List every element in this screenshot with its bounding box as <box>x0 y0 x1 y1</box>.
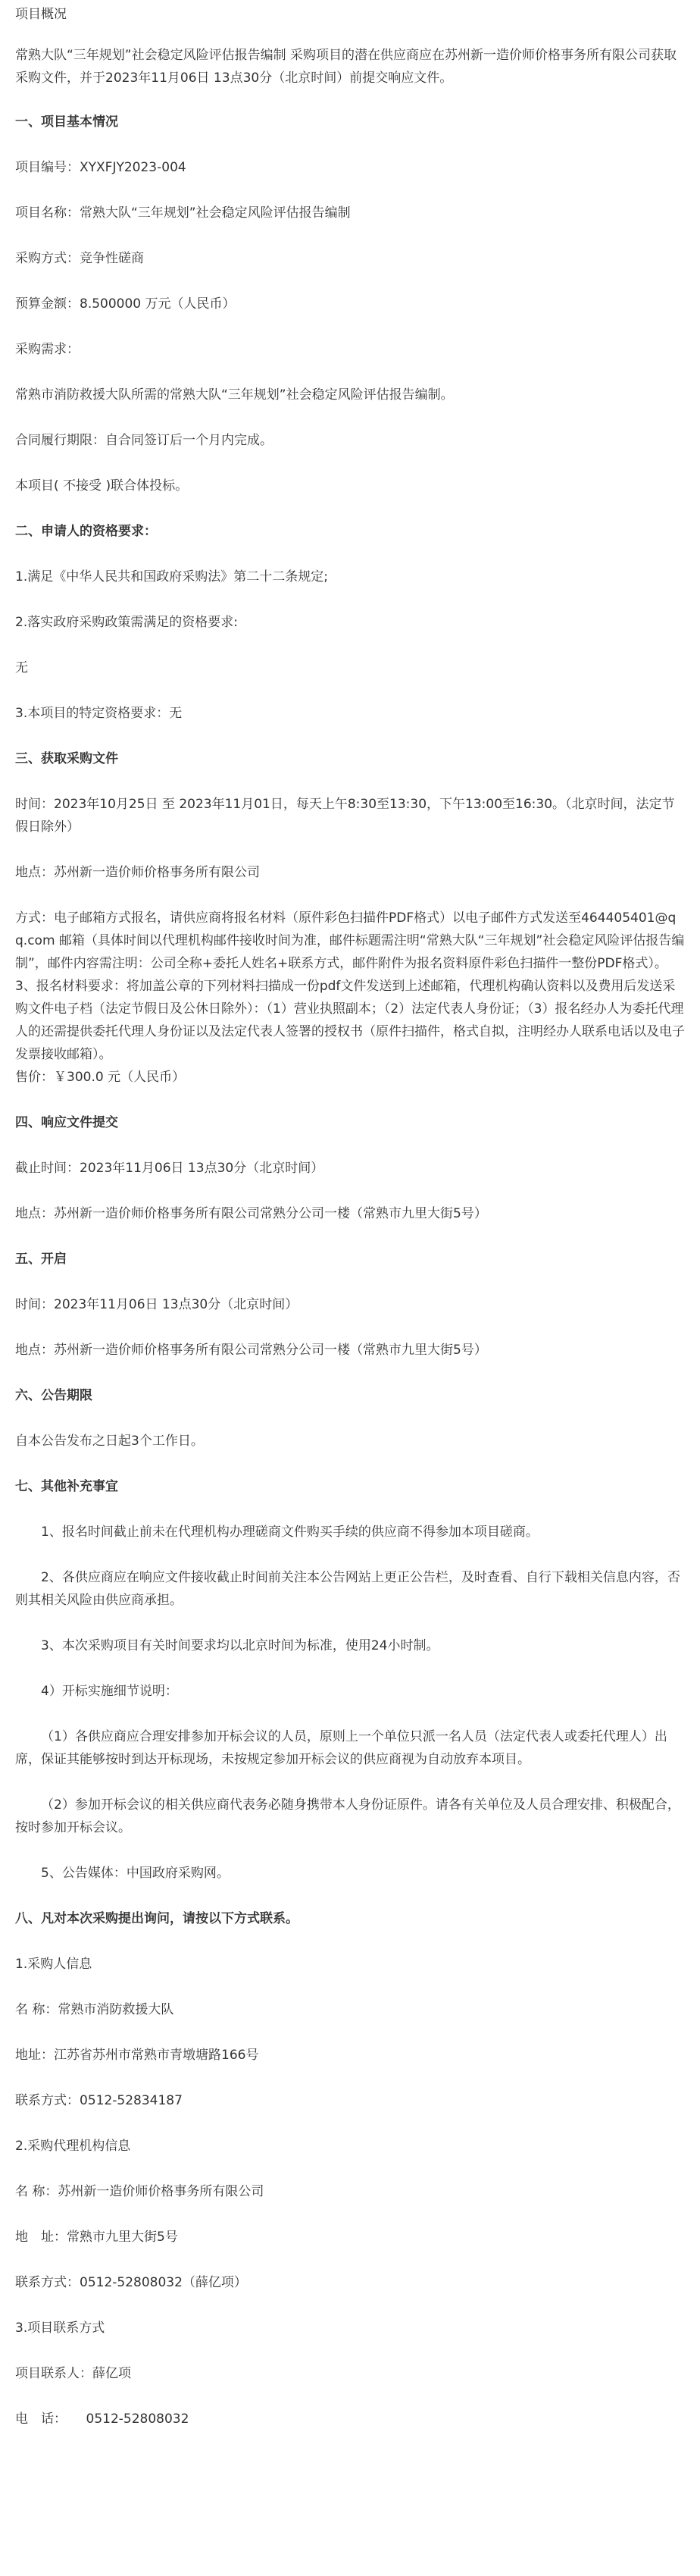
requirement-2-value: 无 <box>15 660 28 675</box>
submit-deadline: 截止时间：2023年11月06日 13点30分（北京时间） <box>15 1161 324 1176</box>
buyer-heading: 1.采购人信息 <box>15 1957 92 1972</box>
opening-place: 地点：苏州新一造价师价格事务所有限公司常熟分公司一楼（常熟市九里大街5号） <box>15 1343 487 1358</box>
agency-heading: 2.采购代理机构信息 <box>15 2139 131 2154</box>
overview-title: 项目概况 <box>15 7 67 22</box>
section-6-title: 六、公告期限 <box>15 1388 92 1403</box>
buyer-address: 地址：江苏省苏州市常熟市青墩塘路166号 <box>15 2048 259 2063</box>
supplement-item-4-2: （2）参加开标会议的相关供应商代表务必随身携带本人身份证原件。请各有关单位及人员合理安排、积极配合，按时参加开标会议。 <box>15 1797 680 1835</box>
section-3-title: 三、获取采购文件 <box>15 751 118 766</box>
buyer-name: 名 称：常熟市消防救援大队 <box>15 2002 174 2017</box>
demand-text: 常熟市消防救援大队所需的常熟大队“三年规划”社会稳定风险评估报告编制。 <box>15 387 454 403</box>
section-8-title: 八、凡对本次采购提出询问，请按以下方式联系。 <box>15 1911 298 1926</box>
section-5-title: 五、开启 <box>15 1252 67 1267</box>
contact-heading: 3.项目联系方式 <box>15 2321 105 2336</box>
acquire-method: 方式：电子邮箱方式报名，请供应商将报名材料（原件彩色扫描件PDF格式）以电子邮件方式发送至464405401@qq.com 邮箱（具体时间以代理机构邮件接收时间为准，邮件标题需注明“常熟大队“三年规划”社会稳定风险评估报告编制”，邮件内容需注明：公司全称+委托人姓名+联系方式，邮件附件为报名资料原件彩色扫描件一整份PDF格式）。 3、报名材料要求：将加盖公章的下列材料扫描成一份pdf文件发送到上述邮箱，代理机构确认资料以及费用后发送采购文件电子档（法定节假日及公休日除外）：（1）营业执照副本；（2）法定代表人身份证；（3）报名经办人为委托代理人的还需提供委托代理人身份证以及法定代表人签署的授权书（原件扫描件，格式自拟，注明经办人联系电话以及电子发票接收邮箱）。 <box>15 910 685 1062</box>
contract-period: 合同履行期限：自合同签订后一个月内完成。 <box>15 433 273 448</box>
supplement-item-3: 3、本次采购项目有关时间要求均以北京时间为标准，使用24小时制。 <box>41 1638 439 1653</box>
section-1-title: 一、项目基本情况 <box>15 114 118 130</box>
opening-time: 时间：2023年11月06日 13点30分（北京时间） <box>15 1297 298 1312</box>
section-2-title: 二、申请人的资格要求： <box>15 524 157 539</box>
acquire-time: 时间：2023年10月25日 至 2023年11月01日，每天上午8:30至13:30，下午13:00至16:30。（北京时间，法定节假日除外） <box>15 797 675 835</box>
contact-phone: 电 话： 0512-52808032 <box>15 2411 189 2427</box>
buyer-phone: 联系方式：0512-52834187 <box>15 2093 183 2108</box>
consortium-note: 本项目( 不接受 )联合体投标。 <box>15 478 189 494</box>
section-7-title: 七、其他补充事宜 <box>15 1479 118 1494</box>
submit-place: 地点：苏州新一造价师价格事务所有限公司常熟分公司一楼（常熟市九里大街5号） <box>15 1206 487 1221</box>
supplement-item-1: 1、报名时间截止前未在代理机构办理磋商文件购买手续的供应商不得参加本项目磋商。 <box>41 1525 539 1540</box>
budget-amount: 预算金额：8.500000 万元（人民币） <box>15 296 236 312</box>
project-name: 项目名称：常熟大队“三年规划”社会稳定风险评估报告编制 <box>15 205 351 221</box>
notice-period: 自本公告发布之日起3个工作日。 <box>15 1434 204 1449</box>
agency-phone: 联系方式：0512-52808032（薛亿项） <box>15 2275 247 2290</box>
project-number: 项目编号：XYXFJY2023-004 <box>15 160 186 175</box>
supplement-item-2: 2、各供应商应在响应文件接收截止时间前关注本公告网站上更正公告栏，及时查看、自行下载相关信息内容，否则其相关风险由供应商承担。 <box>15 1570 680 1608</box>
acquire-place: 地点：苏州新一造价师价格事务所有限公司 <box>15 865 260 880</box>
agency-name: 名 称：苏州新一造价师价格事务所有限公司 <box>15 2184 264 2199</box>
agency-address: 地 址：常熟市九里大街5号 <box>15 2230 178 2245</box>
contact-person: 项目联系人：薛亿项 <box>15 2366 131 2381</box>
overview-text: 常熟大队“三年规划”社会稳定风险评估报告编制 采购项目的潜在供应商应在苏州新一造价师价格事务所有限公司获取采购文件，并于2023年11月06日 13点30分（北京时间）前提交响应文件。 <box>15 48 677 86</box>
section-4-title: 四、响应文件提交 <box>15 1115 118 1130</box>
supplement-item-5: 5、公告媒体：中国政府采购网。 <box>41 1866 230 1881</box>
requirement-1: 1.满足《中华人民共和国政府采购法》第二十二条规定; <box>15 569 328 584</box>
supplement-item-4: 4）开标实施细节说明： <box>41 1684 178 1699</box>
document-price: 售价：￥300.0 元（人民币） <box>15 1070 186 1085</box>
requirement-3: 3.本项目的特定资格要求：无 <box>15 706 183 721</box>
procurement-method: 采购方式：竞争性磋商 <box>15 251 144 266</box>
supplement-item-4-1: （1）各供应商应合理安排参加开标会议的人员，原则上一个单位只派一名人员（法定代表人或委托代理人）出席，保证其能够按时到达开标现场，未按规定参加开标会议的供应商视为自动放弃本项目。 <box>15 1729 667 1767</box>
demand-label: 采购需求： <box>15 342 80 357</box>
requirement-2: 2.落实政府采购政策需满足的资格要求: <box>15 615 238 630</box>
